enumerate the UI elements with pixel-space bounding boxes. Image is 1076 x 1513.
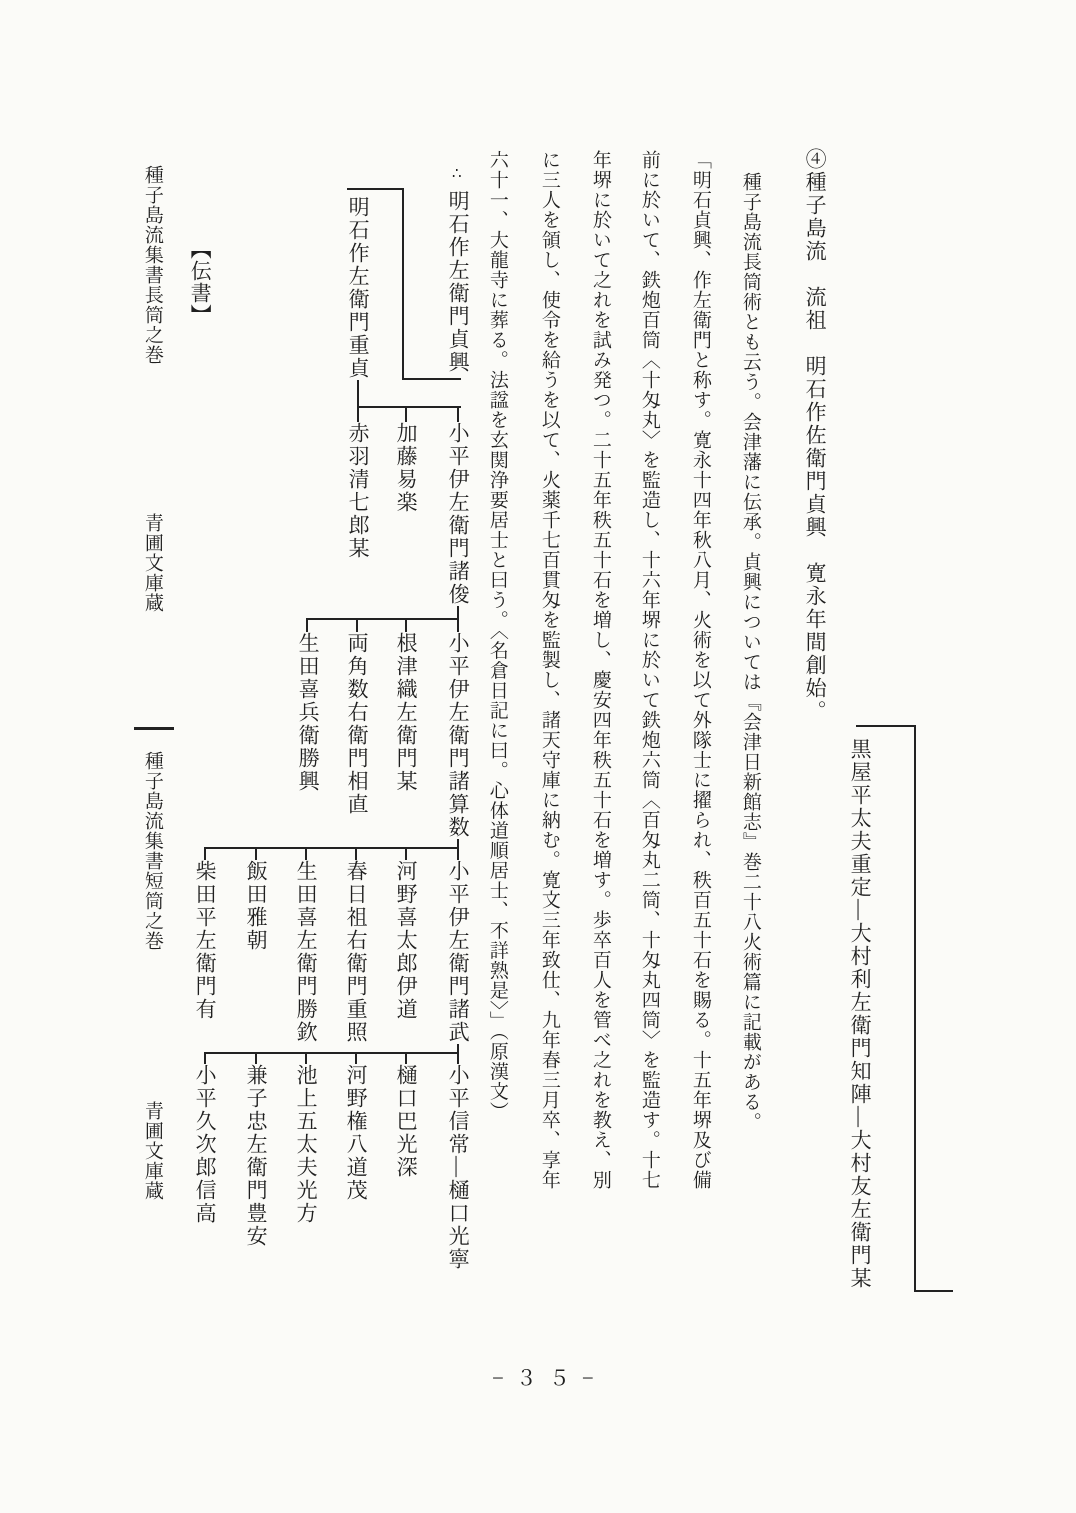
connector-line: [405, 406, 407, 422]
connector-line: [357, 406, 461, 408]
tree-node-akabane: 赤羽清七郎某: [346, 422, 371, 560]
connector-line: [306, 618, 308, 632]
connector-line: [457, 839, 459, 847]
lineage-branch-kuroya-chain: 黒屋平太夫重定―大村利左衛門知陣―大村友左衛門某: [848, 738, 873, 1290]
tree-node-founder-sadaoki: 明石作左衛門貞興: [446, 190, 471, 374]
connector-line: [457, 1044, 459, 1052]
connector-line: [204, 1052, 459, 1054]
quote-column-4: に三人を領し、使令を給うを以て、火薬千七百貫匁を監製し、諸天守庫に納む。寛文三年致仕、九年春三月卒、享年: [538, 150, 560, 1190]
tree-node-kaneko: 兼子忠左衛門豊安: [244, 1064, 269, 1248]
connector-line: [255, 1052, 257, 1064]
connector-line: [457, 1052, 459, 1064]
connector-line: [255, 847, 257, 860]
connector-line: [347, 188, 404, 190]
densho-holding-long: 青圃文庫蔵: [141, 513, 163, 613]
tree-node-morozumi: 両角数右衛門相直: [345, 632, 370, 816]
connector-line: [457, 406, 459, 422]
densho-heading: 【伝書】: [188, 238, 213, 326]
title-separator-line: [134, 727, 174, 730]
tree-node-kato-ekiraku: 加藤易楽: [394, 422, 419, 514]
connector-line: [357, 406, 359, 422]
connector-line: [357, 380, 359, 406]
page-number: −３５−: [492, 1366, 606, 1390]
quote-column-3: 年堺に於いて之れを試み発つ。二十五年秩五十石を増し、慶安四年秩五十石を増す。歩卒百人を管べ之れを教え、別: [589, 150, 611, 1190]
tree-node-kodaira-nobutaka: 小平久次郎信高: [193, 1064, 218, 1225]
bracket-line: [856, 725, 916, 727]
quote-column-2: 前に於いて、鉄炮百筒〈十匁丸〉を監造し、十六年堺に於いて鉄炮六筒〈百匁丸二筒、十匁丸四筒〉を監造す。十七: [638, 150, 660, 1190]
connector-line: [305, 847, 307, 860]
connector-line: [402, 188, 404, 380]
tree-node-morotake: 小平伊左衛門諸武: [446, 860, 471, 1044]
bracket-line: [914, 1290, 953, 1292]
densho-holding-short: 青圃文庫蔵: [141, 1101, 163, 1201]
tree-node-ikuta-katsuoki: 生田喜兵衛勝興: [296, 632, 321, 793]
tree-node-nezu: 根津織左衛門某: [394, 632, 419, 793]
densho-title-long: 種子島流集書長筒之巻: [141, 165, 163, 365]
tree-node-kasuga: 春日祖右衛門重照: [344, 860, 369, 1044]
connector-line: [457, 606, 459, 618]
quote-column-1: 「明石貞興、作左衛門と称す。寛永十四年秋八月、火術を以て外隊士に擢られ、秩百五十石を賜る。十五年堺及び備: [689, 150, 711, 1190]
tree-node-nobutsune-chain: 小平信常―樋口光寧: [446, 1064, 471, 1271]
intro-column: 種子島流長筒術とも云う。会津藩に伝承。貞興については『会津日新館志』巻二十八火術篇に記載がある。: [739, 152, 761, 1132]
bracket-line: [914, 725, 916, 1292]
connector-line: [305, 1052, 307, 1064]
connector-line: [306, 618, 459, 620]
connector-line: [204, 847, 206, 860]
tree-node-ikuta-katsuyoshi: 生田喜左衛門勝欽: [294, 860, 319, 1044]
tree-node-morotoshi: 小平伊左衛門諸俊: [446, 422, 471, 606]
connector-line: [355, 1052, 357, 1064]
tree-node-shigesada: 明石作左衛門重貞: [346, 196, 371, 380]
connector-line: [355, 847, 357, 860]
connector-line: [457, 847, 459, 860]
quote-column-5: 六十一、大龍寺に葬る。法諡を玄関浄要居士と曰う。〈名倉日記に曰。心体道順居士、不詳熟是〉」（原漢文）: [486, 150, 508, 1122]
densho-title-short: 種子島流集書短筒之巻: [141, 751, 163, 951]
connector-line: [405, 618, 407, 632]
tree-node-kono-korechika: 河野喜太郎伊道: [394, 860, 419, 1021]
tree-node-kono-michishige: 河野権八道茂: [344, 1064, 369, 1202]
connector-line: [204, 847, 459, 849]
connector-line: [457, 618, 459, 632]
founder-mark: ∴: [452, 166, 462, 182]
tree-node-ikegami: 池上五太夫光方: [294, 1064, 319, 1225]
connector-line: [402, 378, 461, 380]
connector-line: [356, 618, 358, 632]
tree-node-higuchi-mitsubuka: 樋口巴光深: [394, 1064, 419, 1179]
section-heading: ④種子島流 流祖 明石作佐衛門貞興 寛永年間創始。: [803, 148, 828, 723]
connector-line: [204, 1052, 206, 1064]
tree-node-shibata: 柴田平左衛門有: [193, 860, 218, 1021]
connector-line: [405, 847, 407, 860]
tree-node-iida-masatomo: 飯田雅朝: [244, 860, 269, 952]
tree-node-morokazu: 小平伊左衛門諸算数: [446, 632, 471, 839]
connector-line: [405, 1052, 407, 1064]
